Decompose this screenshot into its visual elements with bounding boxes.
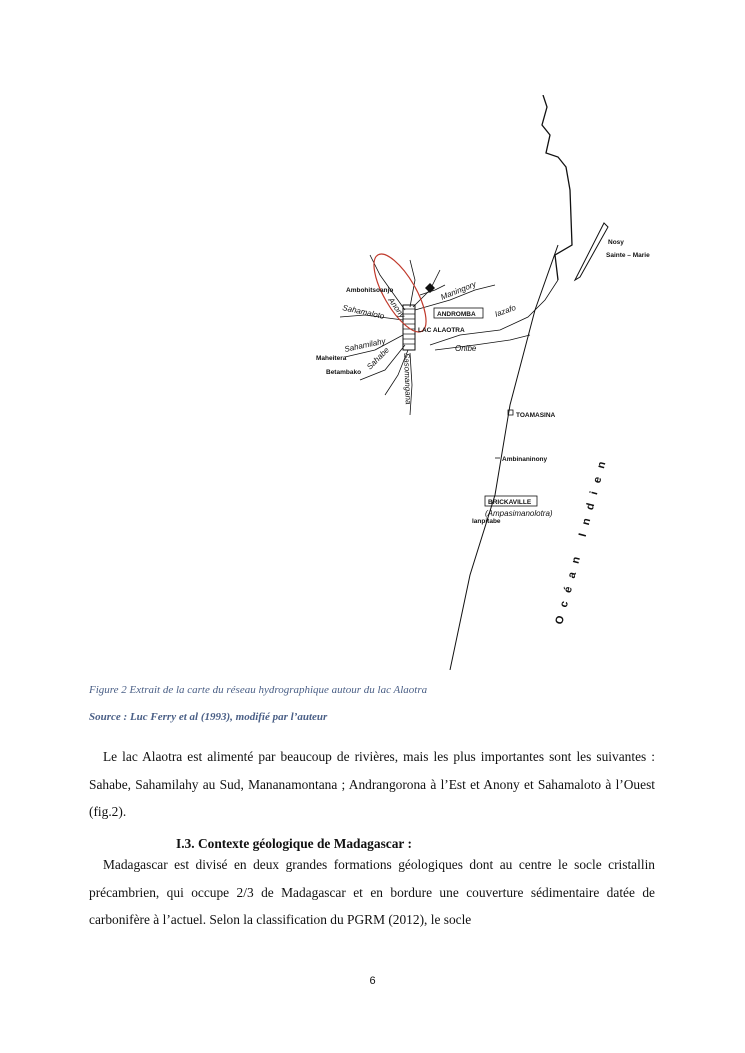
sainte-marie-island bbox=[575, 223, 608, 280]
label-brickaville: BRICKAVILLE bbox=[488, 499, 532, 506]
label-maheitera: Maheitera bbox=[316, 355, 347, 362]
label-sasomangana: Sasomangana bbox=[402, 352, 413, 405]
section-title: I.3. Contexte géologique de Madagascar : bbox=[176, 836, 412, 851]
river-onibe bbox=[435, 335, 530, 350]
label-sahamilahy: Sahamilahy bbox=[343, 336, 387, 354]
river-network bbox=[340, 255, 495, 415]
label-sainte-marie: Sainte – Marie bbox=[606, 252, 650, 259]
label-maningory: Maningory bbox=[439, 279, 478, 302]
figure-source: Source : Luc Ferry et al (1993), modifié par l’auteur bbox=[89, 711, 328, 723]
label-andromba: ANDROMBA bbox=[437, 311, 476, 318]
paragraph-rivers: Le lac Alaotra est alimenté par beaucoup de rivières, mais les plus importantes sont les suivantes : Sahabe, Sahamilahy au Sud, Mananamontana ; Andrangorona à l’Est et Anony et Sahamaloto à l’Ouest (fig.2). bbox=[89, 749, 655, 820]
label-sahamaloto: Sahamaloto bbox=[341, 303, 386, 321]
label-toamasina: TOAMASINA bbox=[516, 412, 556, 419]
label-betambako: Betambako bbox=[326, 369, 362, 376]
label-lanpitabe: lanpitabe bbox=[472, 518, 501, 525]
label-ambinaninony: Ambinaninony bbox=[502, 456, 548, 463]
label-nosy: Nosy bbox=[608, 239, 624, 246]
label-onibe: Onibe bbox=[455, 344, 477, 353]
paragraph-geology: Madagascar est divisé en deux grandes formations géologiques dont au centre le socle cristallin précambrien, qui occupe 2/3 de Madagascar et en bordure une couverture sédimentaire datée de carbonifère à l’actuel. Selon la classification du PGRM (2012), le socle bbox=[89, 857, 655, 928]
label-ampasimanolotra: (Ampasimanolotra) bbox=[485, 509, 553, 518]
andromba-symbol bbox=[425, 283, 435, 293]
hydrographic-map bbox=[300, 95, 680, 670]
label-anony: Anony bbox=[386, 295, 407, 320]
label-ocean-indien: Océan Indien bbox=[553, 451, 611, 626]
page-number: 6 bbox=[369, 975, 376, 987]
label-iazafo: Iazafo bbox=[493, 302, 518, 319]
coastline bbox=[542, 95, 572, 280]
label-lac-alaotra: LAC ALAOTRA bbox=[418, 327, 465, 334]
figure-caption: Figure 2 Extrait de la carte du réseau hydrographique autour du lac Alaotra bbox=[89, 684, 428, 696]
label-ambohitsoanjo: Ambohitsoanjo bbox=[346, 287, 394, 294]
label-sabahe: Sahabe bbox=[365, 345, 391, 372]
